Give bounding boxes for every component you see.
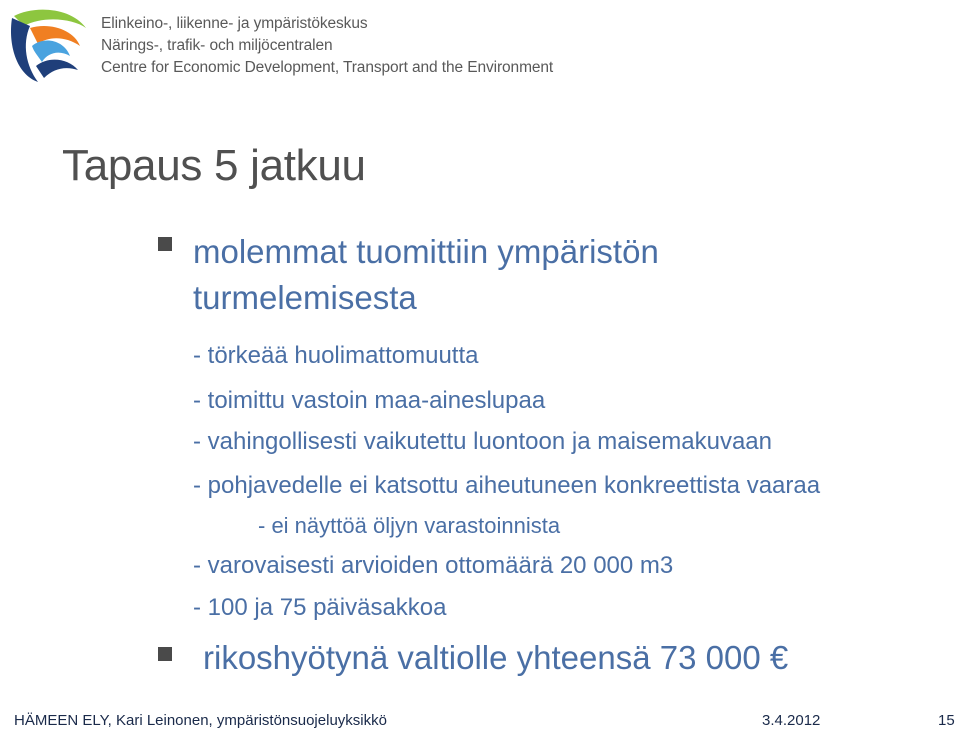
sub-item: - toimittu vastoin maa-aineslupaa [193, 387, 546, 414]
sub-sub-item: - ei näyttöä öljyn varastoinnista [258, 513, 561, 538]
sub-item: - pohjavedelle ei katsottu aiheutuneen konkreettista vaaraa [193, 472, 821, 499]
slide-title: Tapaus 5 jatkuu [62, 141, 366, 190]
sub-item: - varovaisesti arvioiden ottomäärä 20 000 m3 [193, 552, 674, 579]
bullet-1-line-2: turmelemisesta [193, 279, 417, 316]
footer-date: 3.4.2012 [762, 712, 821, 729]
org-name-swedish: Närings-, trafik- och miljöcentralen [101, 37, 333, 54]
square-bullet-icon [158, 647, 172, 661]
sub-item: - vahingollisesti vaikutettu luontoon ja maisemakuvaan [193, 428, 772, 455]
org-name-finnish: Elinkeino-, liikenne- ja ympäristökeskus [101, 15, 368, 32]
bullet-1-line-1: molemmat tuomittiin ympäristön [193, 233, 659, 270]
square-bullet-icon [158, 237, 172, 251]
ely-logo-icon [8, 4, 88, 84]
footer-author: HÄMEEN ELY, Kari Leinonen, ympäristönsuojeluyksikkö [14, 712, 387, 729]
sub-item: - 100 ja 75 päiväsakkoa [193, 594, 447, 621]
sub-item: - törkeää huolimattomuutta [193, 342, 479, 369]
bullet-2: rikoshyötynä valtiolle yhteensä 73 000 € [203, 639, 789, 676]
org-name-english: Centre for Economic Development, Transport and the Environment [101, 59, 554, 76]
page-number: 15 [938, 712, 955, 729]
